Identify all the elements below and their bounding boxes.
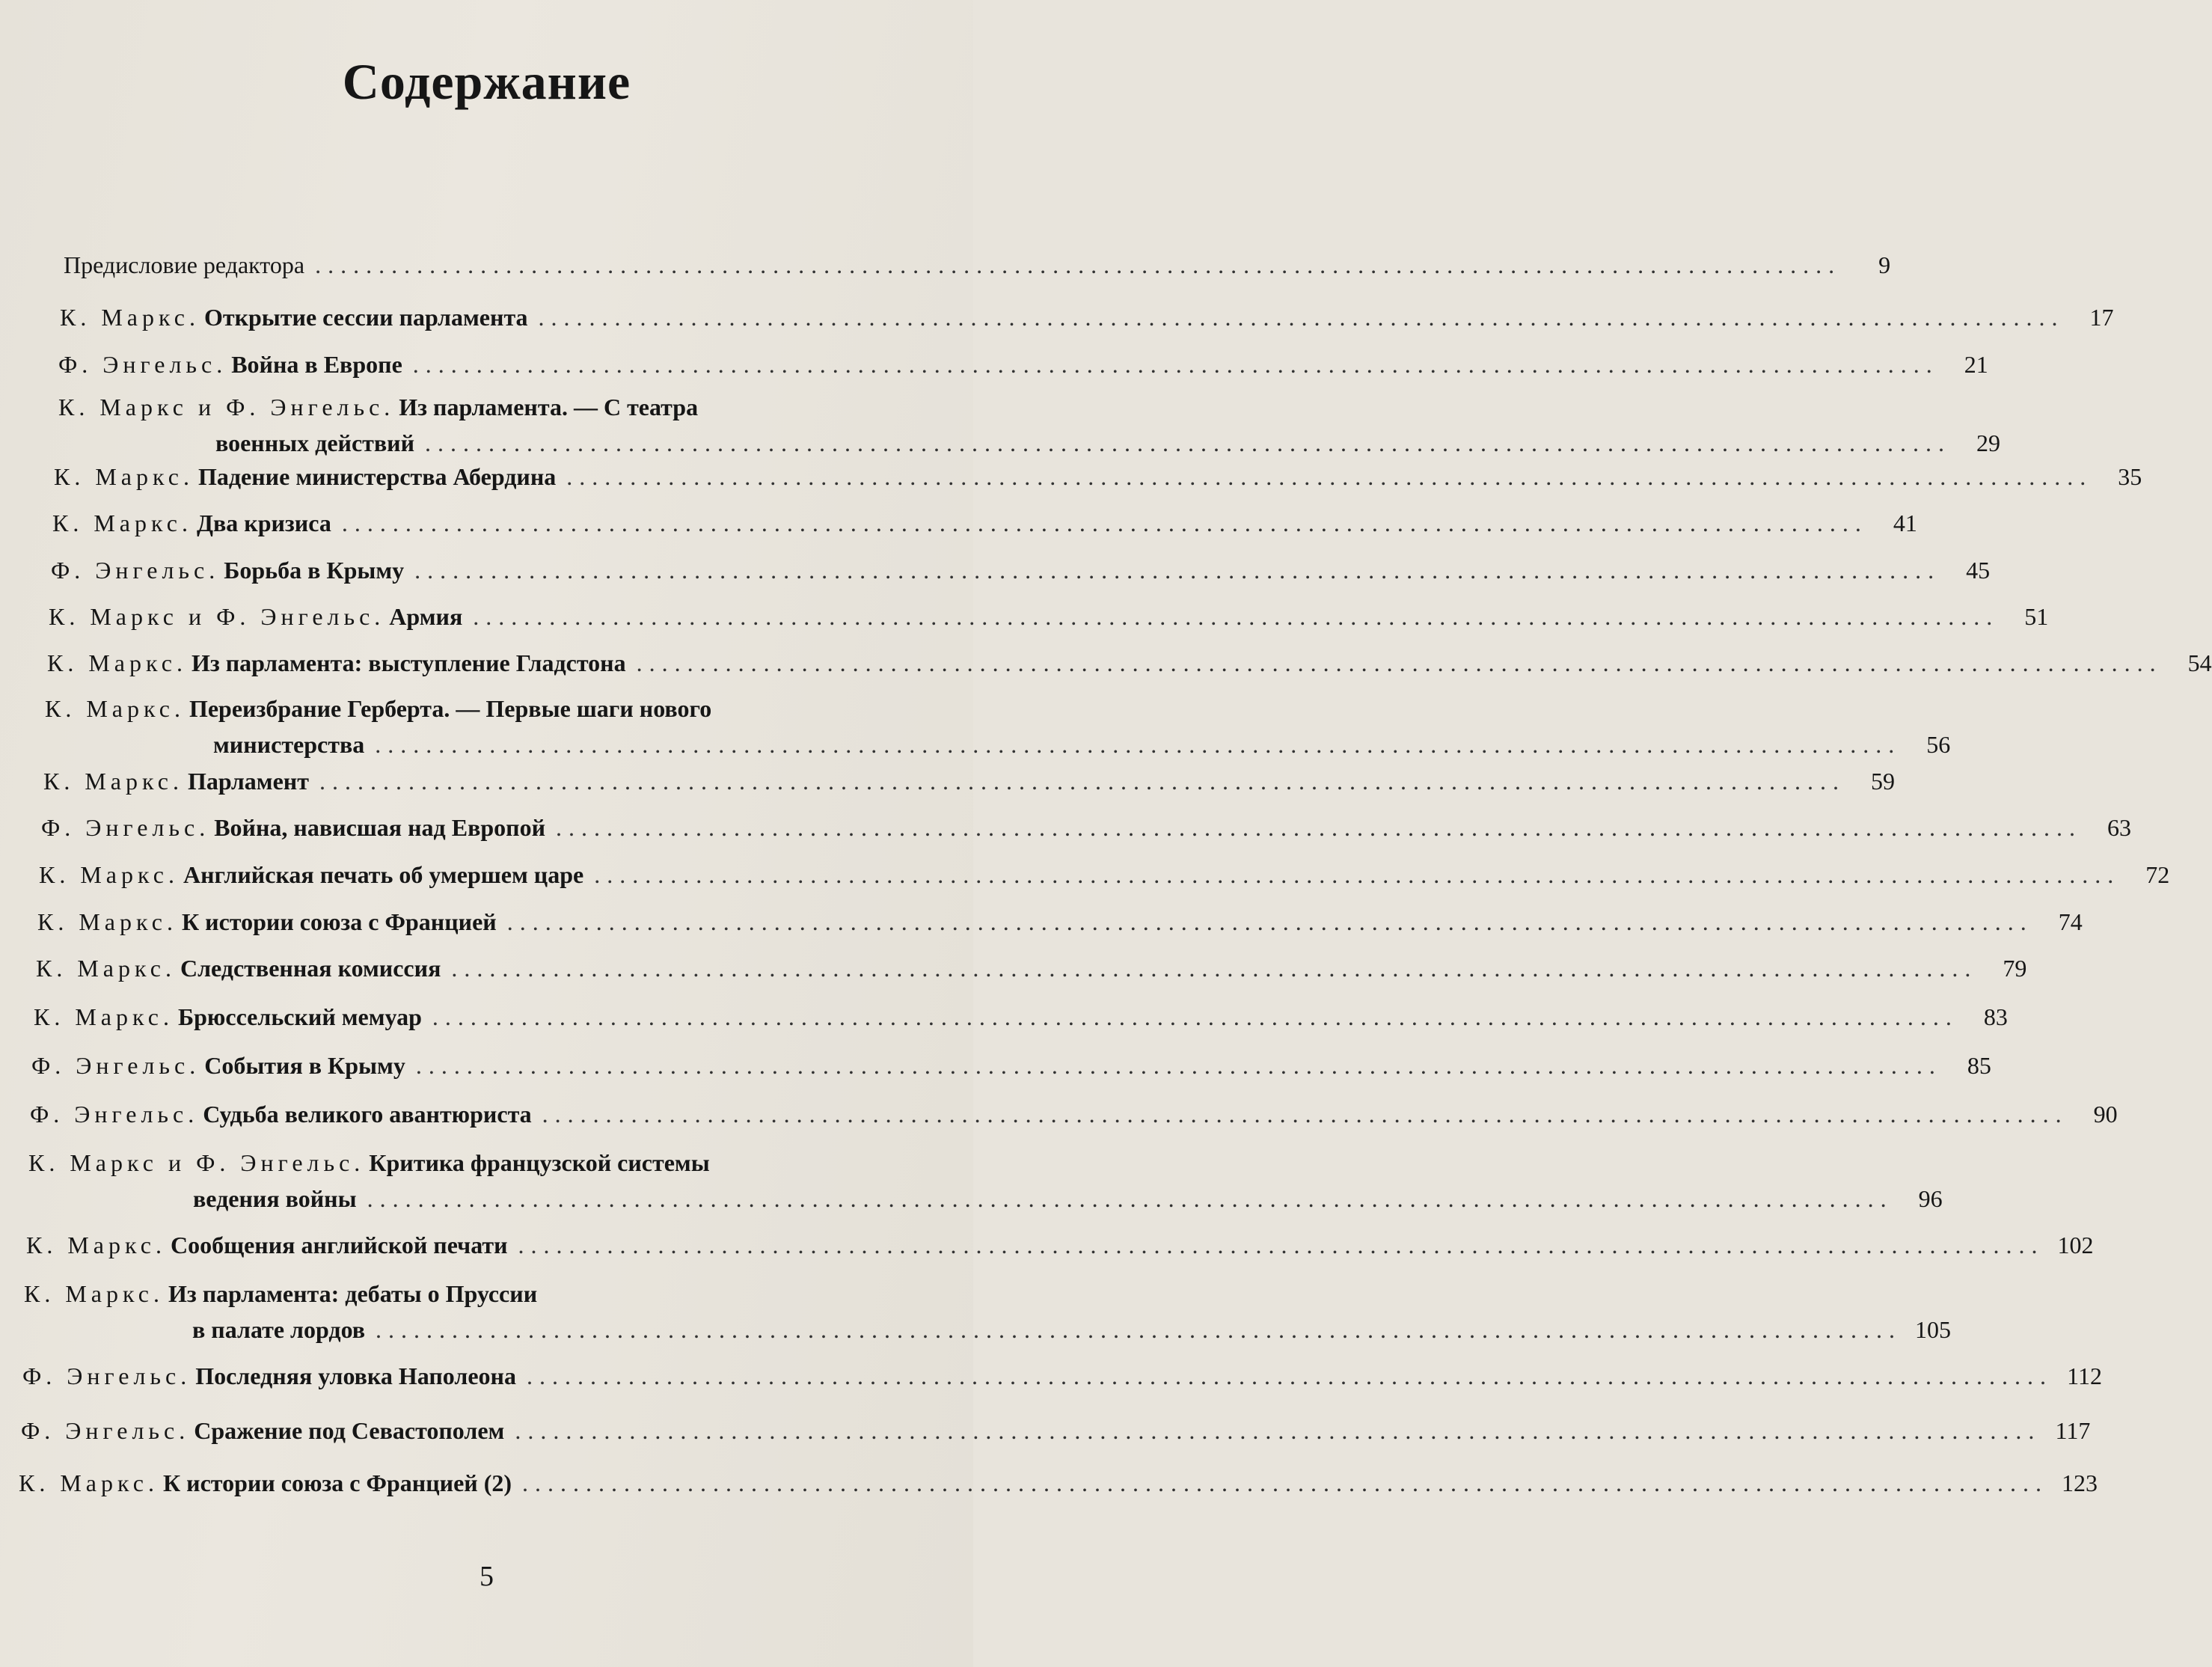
leader-dots: ........................................................................................................................	[518, 1232, 2044, 1258]
leader-dots: ........................................................................................................................	[473, 603, 2000, 630]
entry-title-continuation: в палате лордов	[192, 1316, 366, 1343]
entry-page: 54	[2187, 649, 2212, 676]
entry-title: Война в Европе	[231, 351, 402, 378]
entry-page: 59	[1870, 768, 1895, 795]
toc-entry	[19, 1465, 2098, 1501]
entry-title: Открытие сессии парламента	[203, 304, 528, 331]
entry-page: 9	[1878, 251, 1891, 278]
toc-entry	[36, 950, 2027, 986]
entry-author: К. Маркс.	[45, 695, 185, 722]
leader-dots: ........................................................................................................................	[636, 649, 2163, 676]
entry-author: К. Маркс.	[37, 908, 177, 935]
entry-title: Сообщения английской печати	[170, 1232, 508, 1258]
entry-title: К истории союза с Францией (2)	[162, 1469, 512, 1496]
toc-entry	[58, 346, 1988, 382]
entry-author: Ф. Энгельс.	[58, 351, 227, 378]
page-title: Содержание	[342, 53, 631, 110]
leader-dots: ........................................................................................................................	[425, 429, 1952, 456]
entry-title: События в Крыму	[204, 1052, 405, 1079]
entry-title: К истории союза с Францией	[181, 908, 497, 935]
leader-dots: ........................................................................................................................	[542, 1101, 2068, 1128]
leader-dots: ........................................................................................................................	[412, 351, 1939, 378]
leader-dots: ........................................................................................................................	[594, 861, 2121, 888]
entry-page: 63	[2107, 814, 2132, 841]
leader-dots: ........................................................................................................................	[367, 1185, 1893, 1212]
leader-dots: ........................................................................................................................	[522, 1469, 2049, 1496]
entry-author: К. Маркс.	[24, 1280, 164, 1307]
leader-dots: ........................................................................................................................	[415, 1052, 1942, 1079]
toc-entry	[22, 1358, 2102, 1394]
toc-entry	[60, 299, 2114, 335]
entry-page: 21	[1964, 351, 1988, 378]
entry-author: Ф. Энгельс.	[41, 814, 210, 841]
entry-page: 85	[1967, 1052, 1991, 1079]
entry-title-continuation: ведения войны	[193, 1185, 357, 1212]
entry-author: Ф. Энгельс.	[22, 1362, 192, 1389]
entry-title: Из парламента. — С театра	[399, 394, 699, 420]
entry-title: Следственная комиссия	[180, 955, 441, 982]
entry-title-continuation: министерства	[213, 731, 365, 758]
leader-dots: ........................................................................................................................	[341, 510, 1868, 536]
toc-entry	[49, 599, 2049, 634]
entry-page: 123	[2062, 1469, 2098, 1496]
entry-title: Судьба великого авантюриста	[203, 1101, 532, 1128]
entry-page: 17	[2089, 304, 2114, 331]
entry-author: К. Маркс.	[39, 861, 179, 888]
toc-entry	[41, 810, 2132, 845]
leader-dots: ........................................................................................................................	[556, 814, 2083, 841]
entry-author: К. Маркс и Ф. Энгельс.	[28, 1149, 365, 1176]
entry-author: К. Маркс.	[26, 1232, 166, 1258]
entry-author: Ф. Энгельс.	[31, 1052, 200, 1079]
entry-page: 56	[1926, 731, 1951, 758]
entry-page: 74	[2058, 908, 2083, 935]
toc-entry	[31, 1047, 1991, 1083]
toc-entry	[52, 505, 1917, 541]
entry-page: 41	[1893, 510, 1917, 536]
entry-page: 29	[1976, 429, 2001, 456]
entry-title: Предисловие редактора	[64, 251, 305, 278]
entry-page: 45	[1966, 557, 1991, 584]
entry-page: 105	[1915, 1316, 1952, 1343]
entry-author: К. Маркс.	[43, 768, 183, 795]
entry-page: 90	[2093, 1101, 2118, 1128]
entry-title: Сражение под Севастополем	[194, 1417, 505, 1444]
leader-dots: ........................................................................................................................	[506, 908, 2033, 935]
entry-title: Два кризиса	[196, 510, 331, 536]
entry-title: Брюссельский мемуар	[177, 1003, 422, 1030]
entry-author: К. Маркс.	[60, 304, 200, 331]
entry-page: 51	[2024, 603, 2049, 630]
toc-entry	[58, 389, 2001, 461]
toc-entry	[30, 1096, 2118, 1132]
entry-title: Из парламента: выступление Гладстона	[191, 649, 626, 676]
leader-dots: ........................................................................................................................	[526, 1362, 2053, 1389]
entry-page: 79	[2003, 955, 2027, 982]
toc-entry	[24, 1276, 1952, 1348]
leader-dots: ........................................................................................................................	[515, 1417, 2041, 1444]
entry-author: К. Маркс и Ф. Энгельс.	[49, 603, 385, 630]
leader-dots: ........................................................................................................................	[451, 955, 1978, 982]
leader-dots: ........................................................................................................................	[414, 557, 1941, 584]
leader-dots: ........................................................................................................................	[566, 463, 2093, 490]
entry-author: К. Маркс.	[54, 463, 194, 490]
leader-dots: ........................................................................................................................	[319, 768, 1845, 795]
entry-page: 35	[2118, 463, 2142, 490]
toc-entry	[28, 1145, 1943, 1217]
toc-entry	[34, 999, 2008, 1035]
leader-dots: ........................................................................................................................	[375, 731, 1902, 758]
toc-entry	[54, 459, 2142, 495]
entry-title-continuation: военных действий	[215, 429, 415, 456]
leader-dots: ........................................................................................................................	[538, 304, 2065, 331]
entry-title: Парламент	[187, 768, 309, 795]
entry-author: К. Маркс.	[47, 649, 187, 676]
entry-author: К. Маркс.	[52, 510, 192, 536]
leader-dots: ........................................................................................................................	[432, 1003, 1958, 1030]
entry-author: Ф. Энгельс.	[30, 1101, 199, 1128]
entry-author: К. Маркс.	[34, 1003, 174, 1030]
entry-author: Ф. Энгельс.	[51, 557, 220, 584]
entry-title: Переизбрание Герберта. — Первые шаги нового	[189, 695, 712, 722]
entry-page: 72	[2145, 861, 2170, 888]
entry-page: 102	[2057, 1232, 2094, 1258]
entry-author: К. Маркс и Ф. Энгельс.	[58, 394, 395, 420]
leader-dots: ........................................................................................................................	[376, 1316, 1902, 1343]
entry-title: Армия	[389, 603, 463, 630]
entry-title: Борьба в Крыму	[224, 557, 405, 584]
entry-page: 83	[1983, 1003, 2008, 1030]
entry-title: Война, нависшая над Европой	[214, 814, 546, 841]
toc-entry	[43, 763, 1895, 799]
entry-title: Критика французской системы	[369, 1149, 710, 1176]
entry-author: Ф. Энгельс.	[21, 1417, 190, 1444]
entry-author: К. Маркс.	[36, 955, 176, 982]
toc-entry	[26, 1227, 2094, 1263]
entry-author: К. Маркс.	[19, 1469, 159, 1496]
entry-page: 117	[2055, 1417, 2091, 1444]
toc-entry	[21, 1413, 2091, 1449]
toc-entry	[47, 645, 2212, 681]
entry-title: Последняя уловка Наполеона	[195, 1362, 516, 1389]
entry-title: Английская печать об умершем царе	[183, 861, 584, 888]
page-number: 5	[480, 1561, 494, 1592]
toc-entry	[64, 247, 1891, 283]
entry-title: Из парламента: дебаты о Пруссии	[168, 1280, 538, 1307]
toc-entry	[45, 691, 1951, 762]
entry-page: 112	[2067, 1362, 2102, 1389]
leader-dots: ........................................................................................................................	[315, 251, 1842, 278]
entry-title: Падение министерства Абердина	[197, 463, 557, 490]
toc-entry	[51, 552, 1991, 588]
toc-entry	[37, 904, 2083, 940]
toc-entry	[39, 857, 2170, 893]
entry-page: 96	[1918, 1185, 1943, 1212]
